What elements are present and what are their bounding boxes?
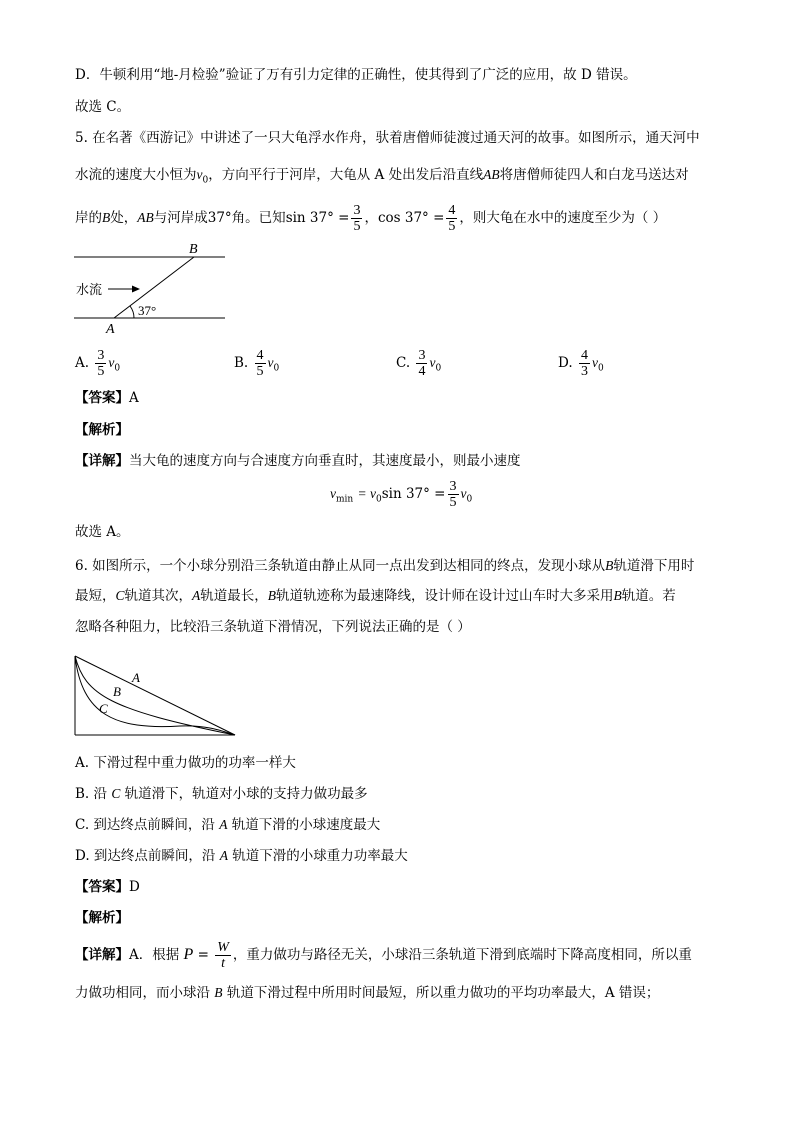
prev-choose: 故选 C。 bbox=[75, 99, 131, 115]
q6-analysis-tag: 【解析】 bbox=[75, 910, 129, 926]
q5-line1: 5. 在名著《西游记》中讲述了一只大龟浮水作舟，驮着唐僧师徒渡过通天河的故事。如图所示，通天河中 bbox=[75, 130, 700, 146]
q6-line2: 最短，C轨道其次，A轨道最长，B轨道轨迹称为最速降线，设计师在设计过山车时大多采用B轨道。若 bbox=[75, 588, 676, 604]
track-a-label: A bbox=[132, 670, 140, 685]
q6-track-figure bbox=[70, 650, 242, 740]
track-b-label: B bbox=[113, 684, 121, 699]
q5-detail: 【详解】当大龟的速度方向与合速度方向垂直时，其速度最小，则最小速度 bbox=[75, 453, 521, 469]
q6-option-b: B. 沿 C 轨道滑下，轨道对小球的支持力做功最多 bbox=[75, 786, 368, 802]
q5-line3: 岸的B处，AB与河岸成37°角。已知sin 37° = $\frac{3}{5}$ ，cos 37° = $\frac{4}{5}$ ，则大龟在水中的速度至少为（ ） bbox=[75, 203, 667, 234]
q6-option-a: A. 下滑过程中重力做功的功率一样大 bbox=[75, 755, 296, 771]
arrow-icon bbox=[132, 286, 140, 293]
q6-option-c: C. 到达终点前瞬间，沿 A 轨道下滑的小球速度最大 bbox=[75, 817, 381, 833]
q5-equation: $v_{min} = v_0\sin$ 37° = $\frac{3}{5}$ $v_0$ bbox=[330, 479, 473, 510]
q5-choose: 故选 A。 bbox=[75, 524, 130, 540]
prev-option-d: D．牛顿利用“地-月检验”验证了万有引力定律的正确性，使其得到了广泛的应用，故 D 错误。 bbox=[75, 67, 637, 83]
track-c-label: C bbox=[99, 701, 108, 716]
q6-detail-line2: 力做功相同，而小球沿 B 轨道下滑过程中所用时间最短，所以重力做功的平均功率最大，A 错误； bbox=[75, 985, 660, 1001]
cos-fraction: $\frac{4}{5}$ bbox=[448, 203, 456, 234]
q5-analysis-tag: 【解析】 bbox=[75, 422, 129, 438]
q6-line1: 6. 如图所示，一个小球分别沿三条轨道由静止从同一点出发到达相同的终点，发现小球从B轨道滑下用时 bbox=[75, 558, 695, 574]
label-a: A bbox=[106, 322, 115, 337]
sin-fraction: $\frac{3}{5}$ bbox=[353, 203, 361, 234]
q6-answer: 【答案】D bbox=[75, 879, 140, 895]
water-label: 水流 bbox=[76, 282, 103, 297]
q5-line2: 水流的速度大小恒为$v_0$，方向平行于河岸，大龟从 A 处出发后沿直线AB将唐僧师徒四人和白龙马送达对 bbox=[75, 167, 689, 186]
q5-river-figure bbox=[68, 238, 238, 338]
q6-option-d: D. 到达终点前瞬间，沿 A 轨道下滑的小球重力功率最大 bbox=[75, 848, 408, 864]
label-b: B bbox=[189, 242, 198, 257]
q5-answer: 【答案】A bbox=[75, 390, 139, 406]
q5-option-d: D. $\frac{4}{3}$ $v_0$ bbox=[558, 348, 604, 379]
q6-line3: 忽略各种阻力，比较沿三条轨道下滑情况，下列说法正确的是（ ） bbox=[75, 619, 471, 635]
angle-label: 37° bbox=[138, 303, 157, 318]
q6-detail-line1: 【详解】A．根据 P = $\frac{W}{t}$ ，重力做功与路径无关，小球沿三条轨道下滑到底端时下降高度相同，所以重 bbox=[75, 940, 692, 971]
q5-option-a: A. $\frac{3}{5}$ $v_0$ bbox=[75, 348, 121, 379]
q5-option-b: B. $\frac{4}{5}$ $v_0$ bbox=[234, 348, 280, 379]
q5-option-c: C. $\frac{3}{4}$ $v_0$ bbox=[396, 348, 442, 379]
